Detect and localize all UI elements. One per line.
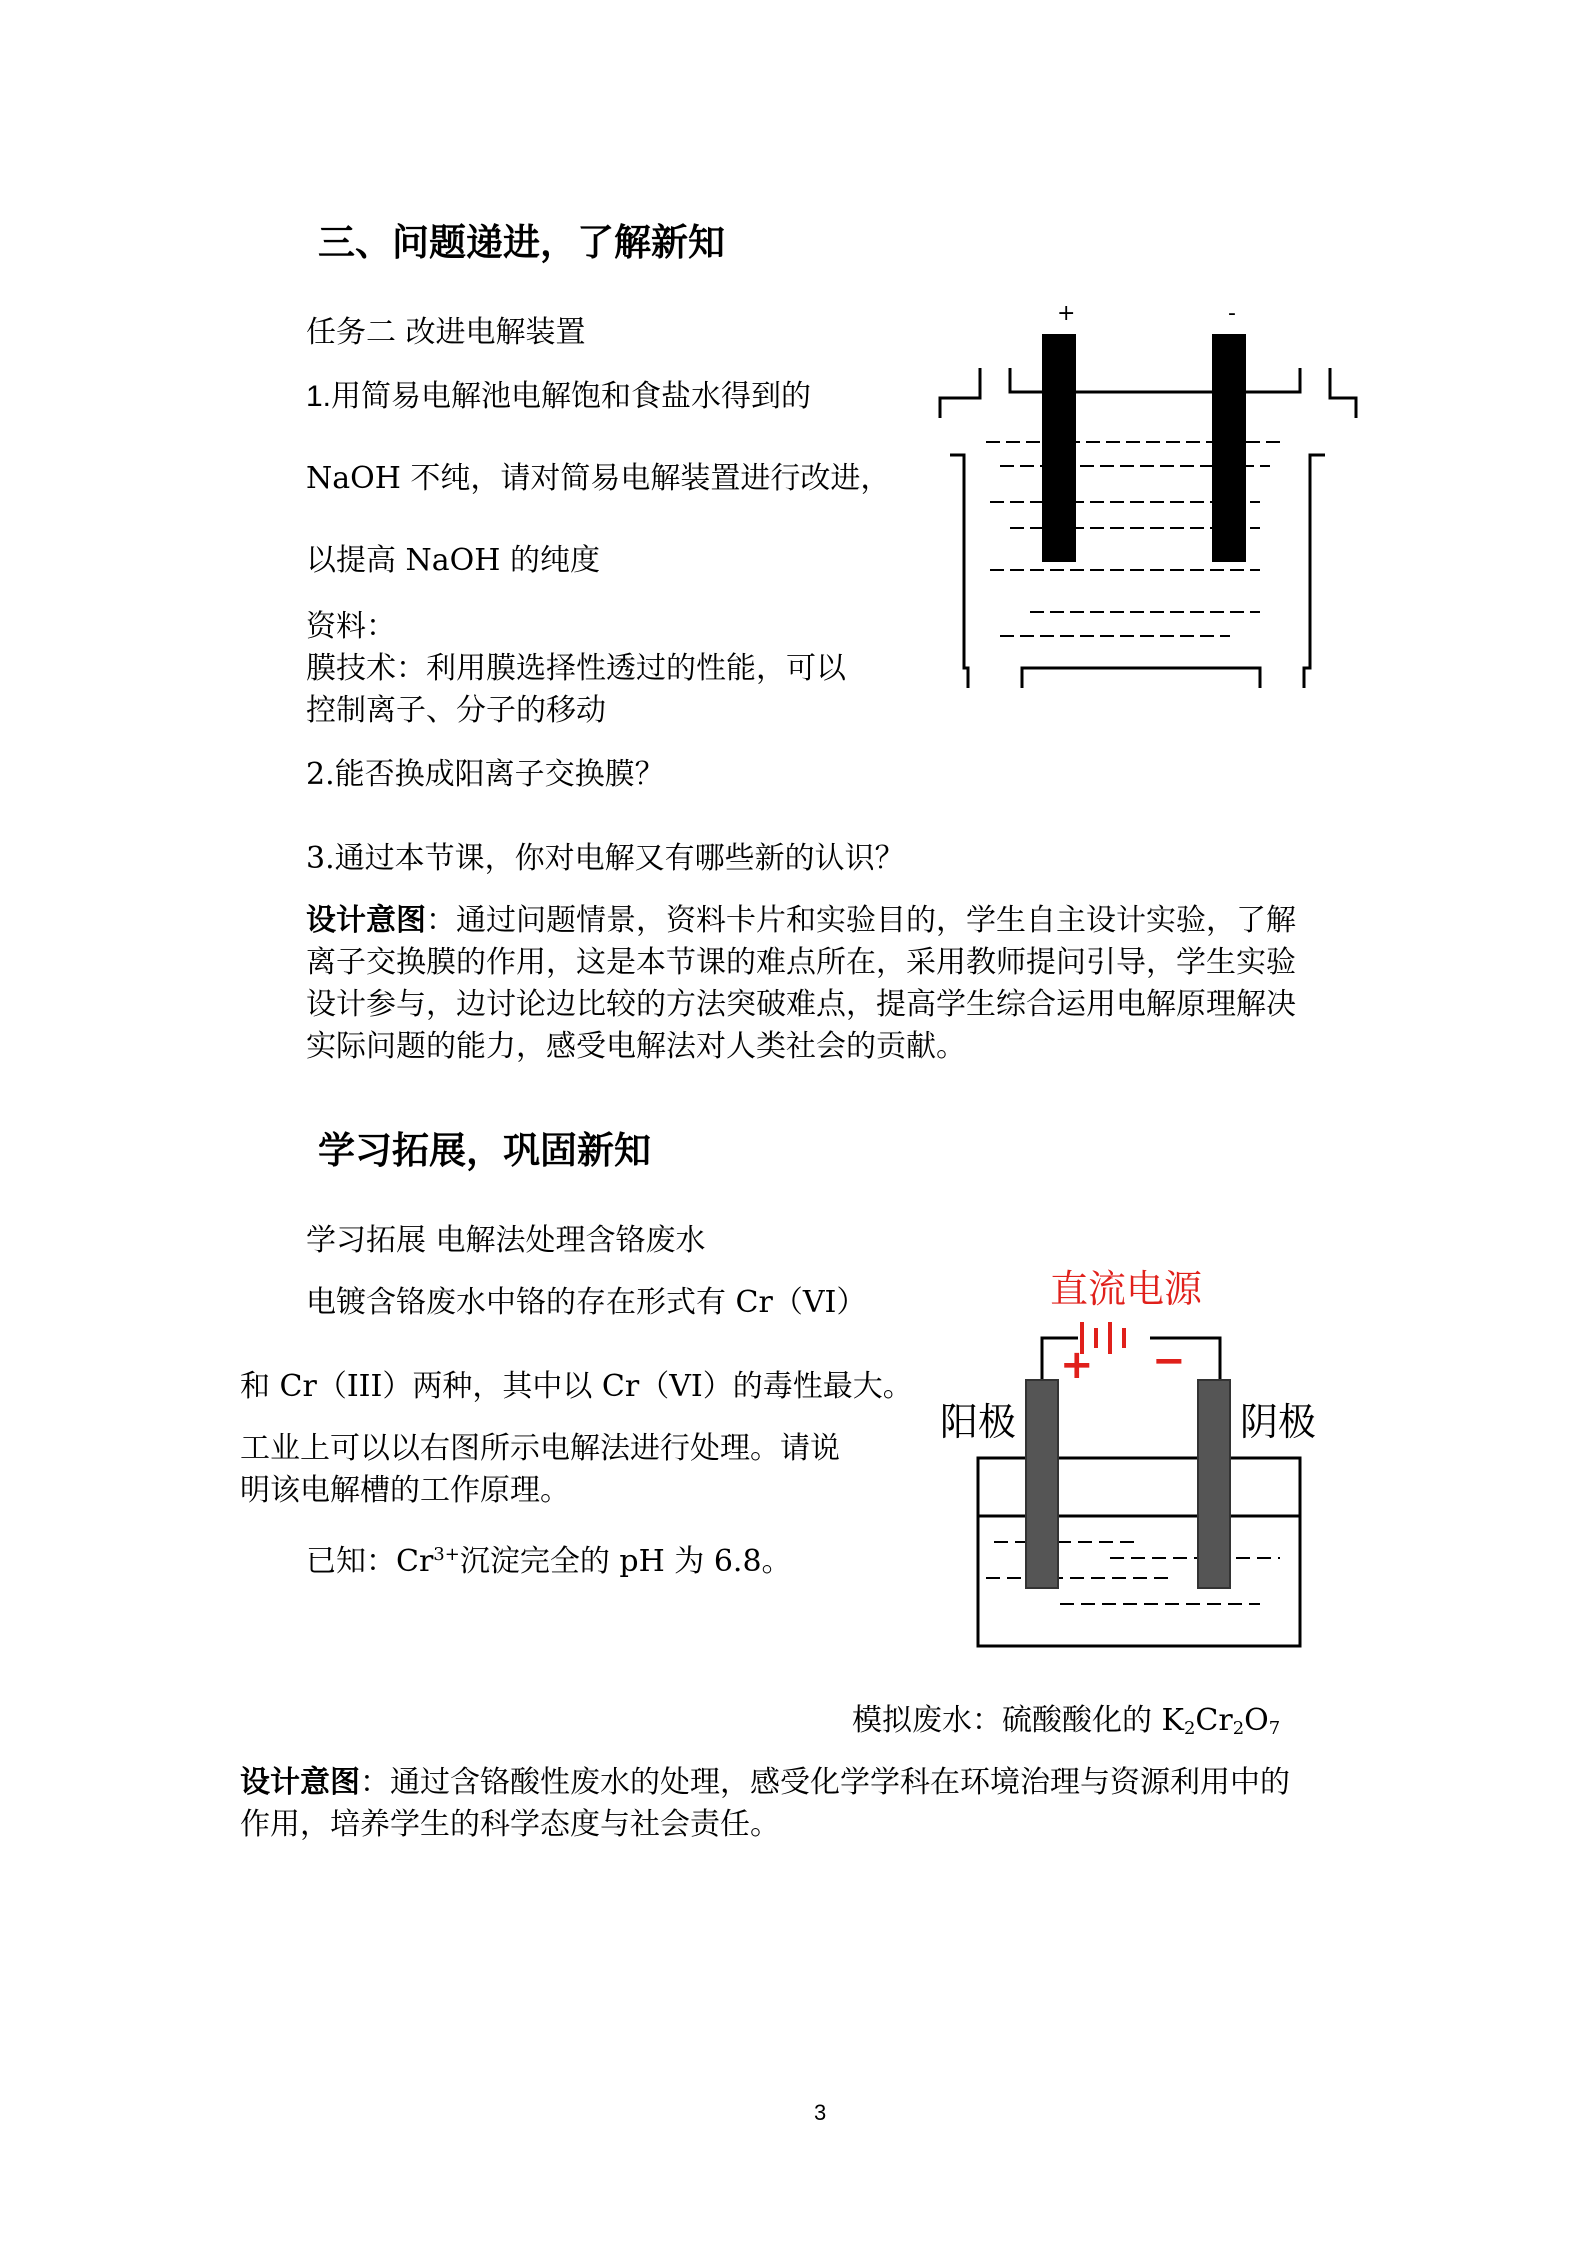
chromium-electrolysis-diagram [930, 1260, 1317, 1660]
question-1-line-2: NaOH 不纯，请对简易电解装置进行改进， [306, 461, 891, 496]
paragraph-line-2: 和 Cr（III）两种，其中以 Cr（VI）的毒性最大。 [240, 1369, 913, 1404]
design-intent-line-4: 实际问题的能力，感受电解法对人类社会的贡献。 [306, 1029, 966, 1064]
material-line-1: 膜技术：利用膜选择性透过的性能，可以 [306, 651, 846, 686]
design-intent-label: 设计意图 [306, 903, 426, 938]
known-condition: 已知：$Cr^{3+}$沉淀完全的 pH 为 6.8。 [306, 1544, 792, 1579]
power-source-label: 直流电源 [1050, 1267, 1203, 1311]
power-minus-sign: − [1152, 1338, 1186, 1384]
cathode-electrode [1198, 1380, 1230, 1588]
task-title: 任务二 改进电解装置 [306, 315, 586, 350]
section-heading-4: 学习拓展，巩固新知 [318, 1129, 651, 1172]
material-label: 资料： [306, 609, 396, 644]
extension-subtitle: 学习拓展 电解法处理含铬废水 [306, 1223, 706, 1258]
design-intent-line-2: 离子交换膜的作用，这是本节课的难点所在，采用教师提问引导，学生实验 [306, 945, 1296, 980]
design-intent-2-line-2: 作用，培养学生的科学态度与社会责任。 [240, 1807, 780, 1842]
anode-electrode [1026, 1380, 1058, 1588]
paragraph-line-1: 电镀含铬废水中铬的存在形式有 Cr（VI） [306, 1285, 867, 1320]
design-intent-2-line-1: 设计意图：通过含铬酸性废水的处理，感受化学学科在环境治理与资源利用中的 [240, 1765, 1290, 1800]
paragraph-line-3: 工业上可以以右图所示电解法进行处理。请说 [240, 1431, 840, 1466]
cathode-minus-sign: - [1228, 301, 1236, 326]
question-3: 3.通过本节课，你对电解又有哪些新的认识？ [306, 841, 905, 876]
material-line-2: 控制离子、分子的移动 [306, 693, 606, 728]
section-heading-3: 三、问题递进，了解新知 [318, 221, 725, 264]
anode-plus-sign: + [1057, 301, 1076, 326]
wastewater-caption: 模拟废水：硫酸酸化的 $K_2Cr_2O_7$ [852, 1703, 1281, 1739]
question-1-line-1: 1.用简易电解池电解饱和食盐水得到的 [306, 380, 812, 413]
question-1-line-3: 以提高 NaOH 的纯度 [306, 543, 600, 578]
power-plus-sign: + [1060, 1342, 1094, 1388]
cell-outline [940, 368, 1356, 688]
anode-label: 阳极 [940, 1400, 1017, 1444]
electrolysis-cell-diagram [930, 300, 1360, 700]
question-2: 2.能否换成阳离子交换膜？ [306, 757, 665, 792]
page-number: 3 [814, 2100, 827, 2125]
design-intent-line-1: 设计意图：通过问题情景，资料卡片和实验目的，学生自主设计实验，了解 [306, 903, 1296, 938]
design-intent-2-label: 设计意图 [240, 1765, 360, 1800]
design-intent-line-3: 设计参与，边讨论边比较的方法突破难点，提高学生综合运用电解原理解决 [306, 987, 1296, 1022]
paragraph-line-4: 明该电解槽的工作原理。 [240, 1473, 570, 1508]
cathode-label: 阴极 [1240, 1400, 1317, 1444]
